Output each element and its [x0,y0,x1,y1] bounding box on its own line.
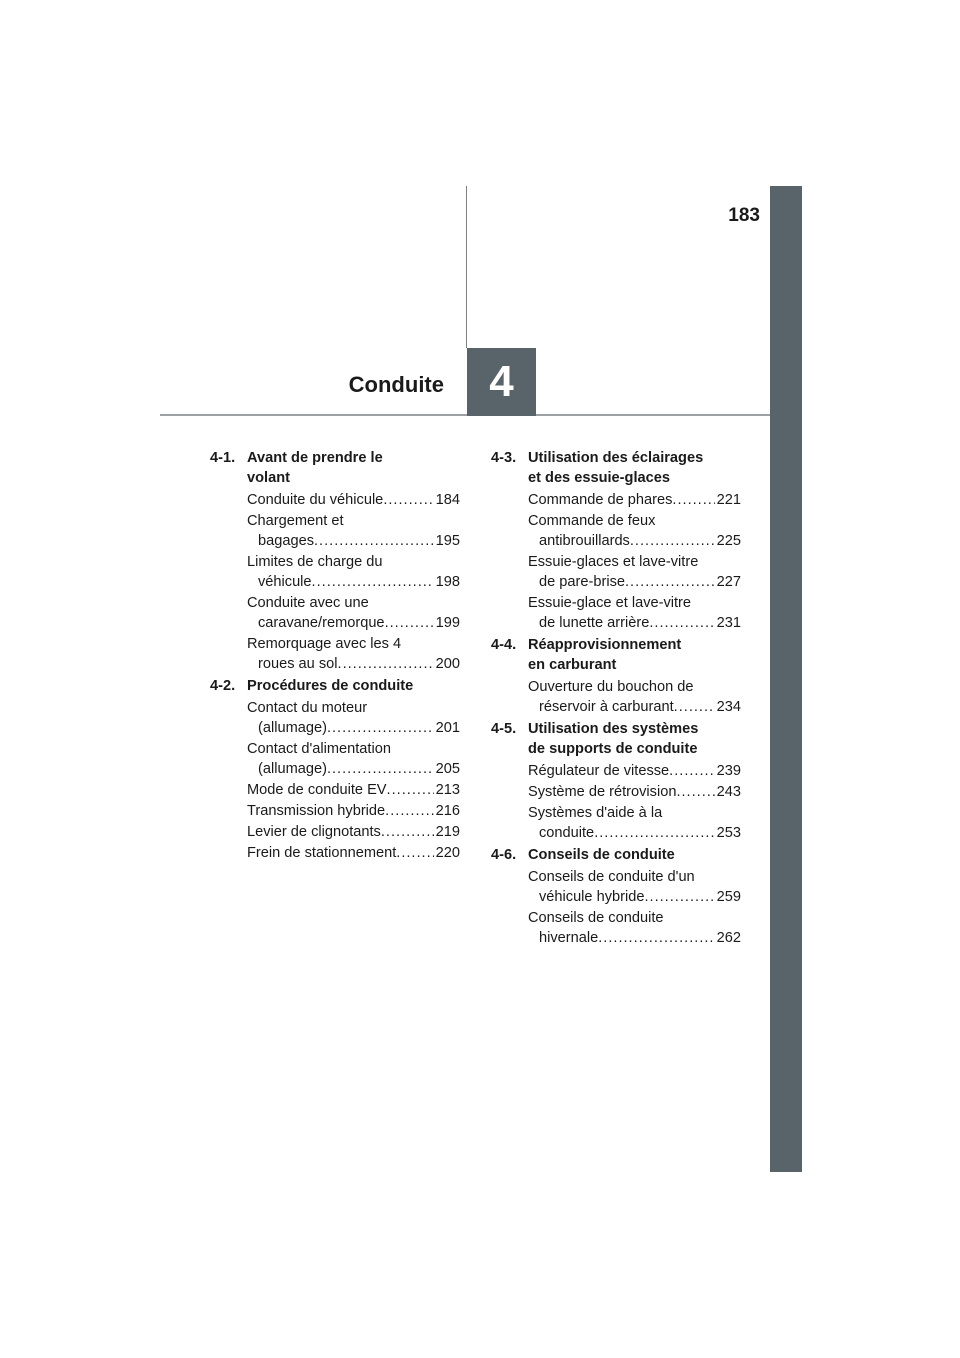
toc-entry-text: Chargement et [247,513,344,529]
toc-page-number: 213 [435,782,460,798]
toc-entry-text: Contact du moteur [247,700,368,716]
toc-page-number: 239 [716,763,741,779]
toc-entry-row [528,613,741,633]
toc-entry-text: antibrouillards [539,533,630,549]
toc-page-number: 219 [435,824,460,840]
toc-entry-text: conduite [539,825,595,841]
toc-section-heading [491,719,741,759]
toc-entry-row [528,823,741,843]
toc-section-number: 4-6. [491,847,517,863]
toc-dot-leader [312,572,434,592]
toc-dot-leader [669,761,714,781]
toc-dot-leader [338,654,434,674]
toc-page-number: 231 [716,615,741,631]
toc-section-heading [210,448,460,488]
toc-entry-text: Contact d'alimentation [247,741,391,757]
toc-entry-text: Ouverture du bouchon de [528,679,694,695]
toc-entry-row [247,822,460,842]
toc-dot-leader [674,697,715,717]
vertical-rule [466,186,467,348]
toc-entry-text: bagages [258,533,314,549]
toc-section [491,448,741,633]
toc-section [210,448,460,674]
toc-entry-text: Commande de feux [528,513,656,529]
toc-entry-row [247,531,460,551]
toc-entry-row [247,759,460,779]
toc-entry[interactable] [247,780,460,800]
toc-entry[interactable] [247,698,460,738]
toc-entry-row [528,887,741,907]
toc-section-number: 4-4. [491,637,517,653]
toc-dot-leader [598,928,714,948]
toc-section-title-line: en carburant [528,657,617,673]
toc-section-title-line: Procédures de conduite [247,678,414,694]
toc-section [491,845,741,948]
toc-dot-leader [314,531,434,551]
toc-page-number: 205 [435,761,460,777]
toc-dot-leader [387,780,434,800]
toc-entry-row [247,613,460,633]
toc-entry-text: Essuie-glaces et lave-vitre [528,554,699,570]
toc-entry-text: Conduite du véhicule [247,492,384,508]
toc-entry-text: Mode de conduite EV [247,782,387,798]
chapter-number: 4 [489,357,514,406]
toc-entry-text: caravane/remorque [258,615,385,631]
toc-dot-leader [327,759,434,779]
toc-entry[interactable] [528,552,741,592]
toc-entry[interactable] [528,803,741,843]
toc-entry-row [528,697,741,717]
toc-entry-row [528,531,741,551]
toc-dot-leader [625,572,715,592]
toc-section-heading [210,676,460,696]
toc-page-number: 200 [435,656,460,672]
toc-entry[interactable] [528,490,741,510]
toc-entry[interactable] [247,843,460,863]
toc-dot-leader [385,613,434,633]
toc-section-number: 4-5. [491,721,517,737]
toc-entry-text: réservoir à carburant [539,699,674,715]
toc-page-number: 234 [716,699,741,715]
toc-dot-leader [630,531,715,551]
toc-right-column [491,448,741,950]
toc-section-title-line: volant [247,470,290,486]
toc-entry[interactable] [528,677,741,717]
page-number: 183 [728,205,760,226]
toc-entry-row [247,718,460,738]
toc-page-number: 221 [716,492,741,508]
toc-dot-leader [676,782,714,802]
toc-section [491,719,741,843]
toc-entry[interactable] [247,552,460,592]
toc-page-number: 220 [435,845,460,861]
toc-section-heading [491,845,741,865]
toc-entry-row [247,780,460,800]
toc-section-number: 4-2. [210,678,236,694]
toc-entry-text: véhicule hybride [539,889,645,905]
toc-section-number: 4-3. [491,450,517,466]
toc-section-title-line: Avant de prendre le [247,450,383,466]
toc-page-number: 184 [435,492,460,508]
toc-entry-row [247,490,460,510]
toc-entry-text: Commande de phares [528,492,673,508]
toc-page-number: 198 [435,574,460,590]
toc-dot-leader [381,822,434,842]
toc-entry-text: de lunette arrière [539,615,650,631]
toc-entry-text: Remorquage avec les 4 [247,636,402,652]
chapter-number-box [467,348,536,416]
toc-dot-leader [327,718,434,738]
toc-page-number: 216 [435,803,460,819]
toc-entry-text: Systèmes d'aide à la [528,805,663,821]
toc-entry-text: véhicule [258,574,312,590]
chapter-side-tab [770,186,802,1172]
toc-entry[interactable] [247,739,460,779]
toc-page-number: 227 [716,574,741,590]
toc-entry-text: Transmission hybride [247,803,386,819]
toc-entry[interactable] [247,511,460,551]
toc-entry-row [528,572,741,592]
toc-entry-text: de pare-brise [539,574,625,590]
toc-entry-text: roues au sol [258,656,338,672]
toc-section-title-line: Conseils de conduite [528,847,675,863]
toc-dot-leader [644,887,714,907]
toc-section-title-line: de supports de conduite [528,741,698,757]
toc-entry[interactable] [528,782,741,802]
toc-entry[interactable] [528,867,741,907]
toc-section [210,676,460,863]
toc-entry[interactable] [247,634,460,674]
toc-dot-leader [383,490,433,510]
toc-entry-text: Frein de stationnement [247,845,397,861]
toc-entry[interactable] [528,761,741,781]
toc-page-number: 262 [716,930,741,946]
toc-entry[interactable] [528,593,741,633]
toc-entry-text: Essuie-glace et lave-vitre [528,595,692,611]
toc-entry-text: (allumage) [258,761,327,777]
toc-dot-leader [649,613,714,633]
toc-section-title-line: Utilisation des éclairages [528,450,704,466]
toc-entry-text: Limites de charge du [247,554,383,570]
toc-dot-leader [385,801,433,821]
toc-entry-row [528,761,741,781]
toc-page-number: 225 [716,533,741,549]
toc-section-number: 4-1. [210,450,236,466]
toc-entry[interactable] [247,593,460,633]
toc-dot-leader [672,490,714,510]
toc-entry-text: Conseils de conduite [528,910,664,926]
toc-entry-row [247,843,460,863]
toc-entry[interactable] [247,490,460,510]
toc-entry-row [247,801,460,821]
toc-entry-row [247,572,460,592]
toc-entry[interactable] [247,801,460,821]
toc-entry-row [528,782,741,802]
toc-entry-row [528,928,741,948]
toc-entry-row [247,654,460,674]
toc-entry[interactable] [528,908,741,948]
toc-section-title-line: et des essuie-glaces [528,470,670,486]
toc-entry-text: (allumage) [258,720,327,736]
toc-entry-text: Régulateur de vitesse [528,763,670,779]
toc-entry-text: Levier de clignotants [247,824,381,840]
toc-entry[interactable] [528,511,741,551]
toc-dot-leader [396,843,433,863]
toc-entry[interactable] [247,822,460,842]
toc-section-title-line: Utilisation des systèmes [528,721,699,737]
toc-page-number: 253 [716,825,741,841]
toc-entry-text: Conduite avec une [247,595,369,611]
toc-entry-text: Système de rétrovision [528,784,677,800]
toc-page-number: 199 [435,615,460,631]
toc-section-heading [491,635,741,675]
toc-page-number: 259 [716,889,741,905]
toc-entry-row [528,490,741,510]
chapter-title: Conduite [348,372,444,397]
toc-entry-text: Conseils de conduite d'un [528,869,695,885]
toc-section-heading [491,448,741,488]
toc-page-number: 201 [435,720,460,736]
horizontal-rule [160,414,770,416]
toc-entry-text: hivernale [539,930,599,946]
toc-dot-leader [594,823,714,843]
toc-page-number: 243 [716,784,741,800]
toc-page-number: 195 [435,533,460,549]
toc-section-title-line: Réapprovisionnement [528,637,682,653]
toc-left-column [210,448,460,865]
toc-section [491,635,741,717]
